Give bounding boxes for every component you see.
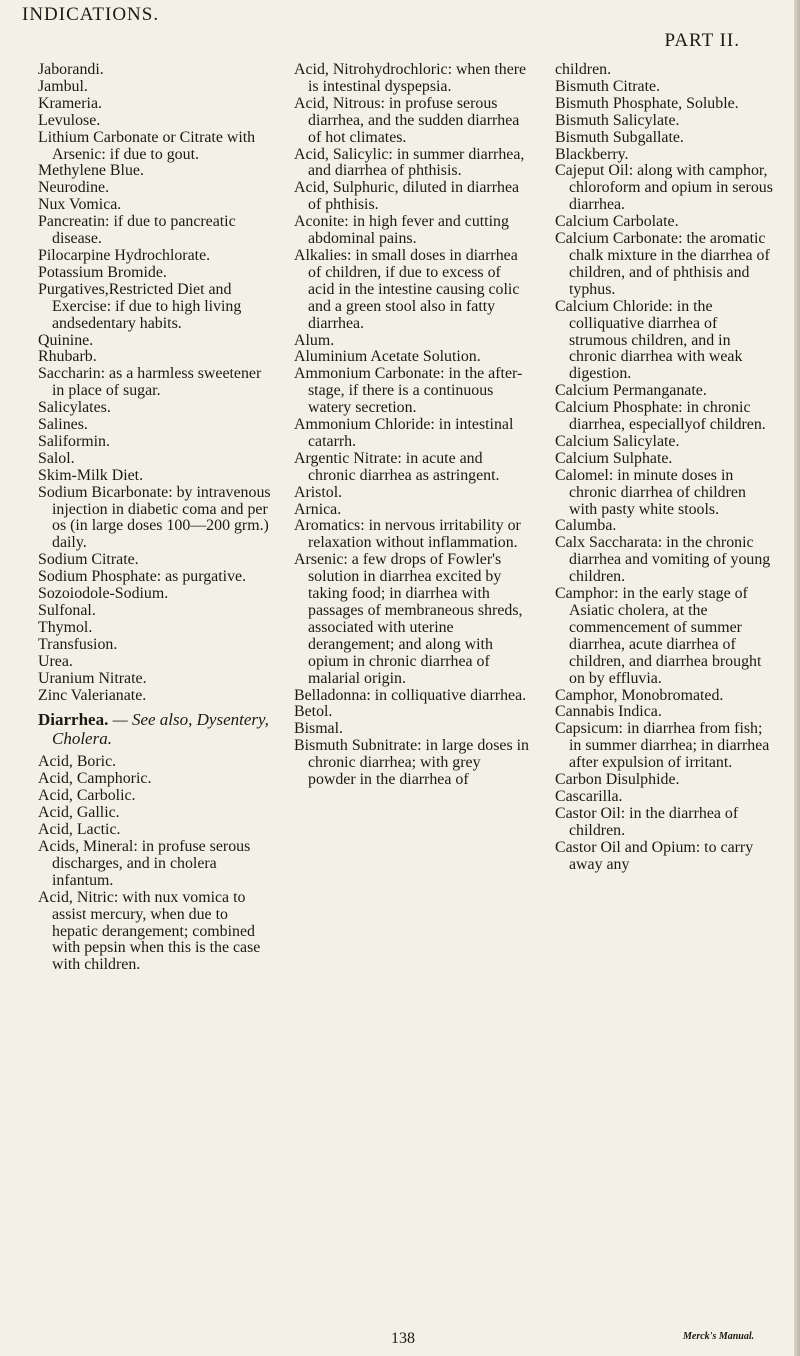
section-heading <box>38 710 276 748</box>
entry: Neurodine. <box>38 179 110 197</box>
entry: Jaborandi. <box>38 61 104 78</box>
column-1-entries <box>38 62 276 704</box>
entry: Rhubarb. <box>38 348 97 366</box>
entry: Calomel: in minute doses in chronic diarrhea of children with pasty white stools. <box>555 466 746 518</box>
entry: children. <box>555 61 612 78</box>
entry: Bismuth Salicylate. <box>555 111 680 129</box>
entry: Camphor: in the early stage of Asiatic cholera, at the commencement of summer diarrhea, acute diarrhea of children, and diarrhea brought on by effluvia. <box>555 585 762 687</box>
entry: Salol. <box>38 449 75 467</box>
entry: Betol. <box>294 703 333 721</box>
entry: Sulfonal. <box>38 602 96 619</box>
entry: Calcium Salicylate. <box>555 432 680 450</box>
see-also: — See also, Dysentery, Cholera. <box>52 710 269 749</box>
entry: Carbon Disulphide. <box>555 771 680 789</box>
entry: Acid, Sulphuric, diluted in diarrhea of phthisis. <box>294 179 520 214</box>
entry: Aconite: in high fever and cutting abdominal pains. <box>294 213 509 248</box>
entry: Acid, Nitrohydrochloric: when there is intestinal dyspepsia. <box>294 61 527 95</box>
entry: Skim-Milk Diet. <box>38 466 144 484</box>
column-2-entries <box>294 62 530 789</box>
entry: Nux Vomica. <box>38 196 122 214</box>
entry: Cannabis Indica. <box>555 703 662 721</box>
entry: Ammonium Chloride: in intestinal catarrh. <box>294 416 514 450</box>
source-footer: Merck's Manual. <box>683 1331 755 1342</box>
entry: Pilocarpine Hydrochlorate. <box>38 246 211 264</box>
entry: Arnica. <box>294 500 342 518</box>
entry: Belladonna: in colliquative diarrhea. <box>294 686 527 704</box>
entry: Calcium Sulphate. <box>555 449 673 467</box>
entry: Bismal. <box>294 720 343 738</box>
part-label: PART II. <box>664 30 740 51</box>
entry: Alum. <box>294 331 335 349</box>
entry: Saccharin: as a harmless sweetener in place of sugar. <box>38 365 262 400</box>
entry: Aluminium Acetate Solution. <box>294 348 481 366</box>
entry: Calcium Phosphate: in chronic diarrhea, especiallyof children. <box>555 399 766 434</box>
entry: Sodium Bicarbonate: by intravenous injection in diabetic coma and per os (in large doses 100—200 grm.) daily. <box>38 483 271 552</box>
column-3-entries <box>555 62 777 874</box>
entry: Jambul. <box>38 77 88 95</box>
entry: Acid, Camphoric. <box>38 770 152 788</box>
entry: Acid, Lactic. <box>38 821 121 839</box>
entry: Calcium Chloride: in the colliquative diarrhea of strumous children, and in chronic diarrhea with weak digestion. <box>555 297 743 383</box>
entry: Acids, Mineral: in profuse serous discharges, and in cholera infantum. <box>38 837 251 889</box>
entry: Acid, Boric. <box>38 753 117 771</box>
entry: Methylene Blue. <box>38 162 144 180</box>
column-1 <box>38 62 276 974</box>
section-title: Diarrhea. <box>38 710 109 730</box>
entry: Quinine. <box>38 331 94 349</box>
entry: Blackberry. <box>555 145 629 163</box>
entry: Calx Saccharata: in the chronic diarrhea and vomiting of young children. <box>555 534 771 586</box>
entry: Cascarilla. <box>555 787 623 805</box>
entry: Potassium Bromide. <box>38 263 167 281</box>
entry: Bismuth Citrate. <box>555 77 661 95</box>
entry: Transfusion. <box>38 635 118 653</box>
entry: Sozoiodole-Sodium. <box>38 585 169 603</box>
entry: Arsenic: a few drops of Fowler's solution in diarrhea excited by taking food; in diarrhea with passages of membraneous shreds, associated with uterine derangement; and along with opium in chronic diarrhea of malarial origin. <box>294 551 523 687</box>
entry: Sodium Citrate. <box>38 551 139 569</box>
entry: Uranium Nitrate. <box>38 669 147 687</box>
page-number: 138 <box>391 1330 415 1347</box>
entry: Salicylates. <box>38 399 111 417</box>
entry: Calcium Carbonate: the aromatic chalk mixture in the diarrhea of children, and of phthisis and typhus. <box>555 230 770 298</box>
entry: Thymol. <box>38 618 93 636</box>
entry: Pancreatin: if due to pancreatic disease. <box>38 213 236 248</box>
column-3 <box>555 62 777 874</box>
entry: Alkalies: in small doses in diarrhea of children, if due to excess of acid in the intestine causing colic and a green stool also in fatty diarrhea. <box>294 246 520 332</box>
entry: Bismuth Subgallate. <box>555 128 684 146</box>
entry: Lithium Carbonate or Citrate with Arsenic: if due to gout. <box>38 128 256 163</box>
entry: Krameria. <box>38 94 102 112</box>
entry: Calcium Carbolate. <box>555 213 679 231</box>
entry: Aromatics: in nervous irritability or relaxation without inflammation. <box>294 517 521 552</box>
entry: Salines. <box>38 416 88 434</box>
entry: Acid, Salicylic: in summer diarrhea, and diarrhea of phthisis. <box>294 145 525 180</box>
entry: Cajeput Oil: along with camphor, chloroform and opium in serous diarrhea. <box>555 162 773 214</box>
entry: Purgatives,Restricted Diet and Exercise: if due to high living andsedentary habits. <box>38 280 242 332</box>
entry: Zinc Valerianate. <box>38 686 147 704</box>
entry: Levulose. <box>38 111 101 129</box>
entry: Acid, Gallic. <box>38 804 120 822</box>
entry: Camphor, Monobromated. <box>555 686 724 704</box>
entry: Acid, Nitric: with nux vomica to assist mercury, when due to hepatic derangement; combined with pepsin when this is the case with children. <box>38 888 261 974</box>
entry: Acid, Nitrous: in profuse serous diarrhea, and the sudden diarrhea of hot climates. <box>294 94 520 146</box>
entry: Calcium Permanganate. <box>555 382 707 400</box>
entry: Argentic Nitrate: in acute and chronic diarrhea as astringent. <box>294 449 500 484</box>
entry: Capsicum: in diarrhea from fish; in summer diarrhea; in diarrhea after expulsion of irritant. <box>555 720 770 772</box>
entry: Castor Oil and Opium: to carry away any <box>555 838 754 873</box>
page-edge <box>794 0 800 1356</box>
running-head: INDICATIONS. <box>22 4 160 25</box>
entry: Saliformin. <box>38 432 110 450</box>
column-2 <box>294 62 530 789</box>
entry: Castor Oil: in the diarrhea of children. <box>555 804 739 839</box>
entry: Aristol. <box>294 483 343 501</box>
entry: Bismuth Subnitrate: in large doses in chronic diarrhea; with grey powder in the diarrhea of <box>294 737 529 789</box>
entry: Calumba. <box>555 517 617 535</box>
column-1-section-entries <box>38 754 276 974</box>
entry: Ammonium Carbonate: in the after-stage, if there is a continuous watery secretion. <box>294 365 523 417</box>
entry: Urea. <box>38 652 73 670</box>
entry: Acid, Carbolic. <box>38 787 136 805</box>
entry: Bismuth Phosphate, Soluble. <box>555 94 739 112</box>
entry: Sodium Phosphate: as purgative. <box>38 568 247 586</box>
